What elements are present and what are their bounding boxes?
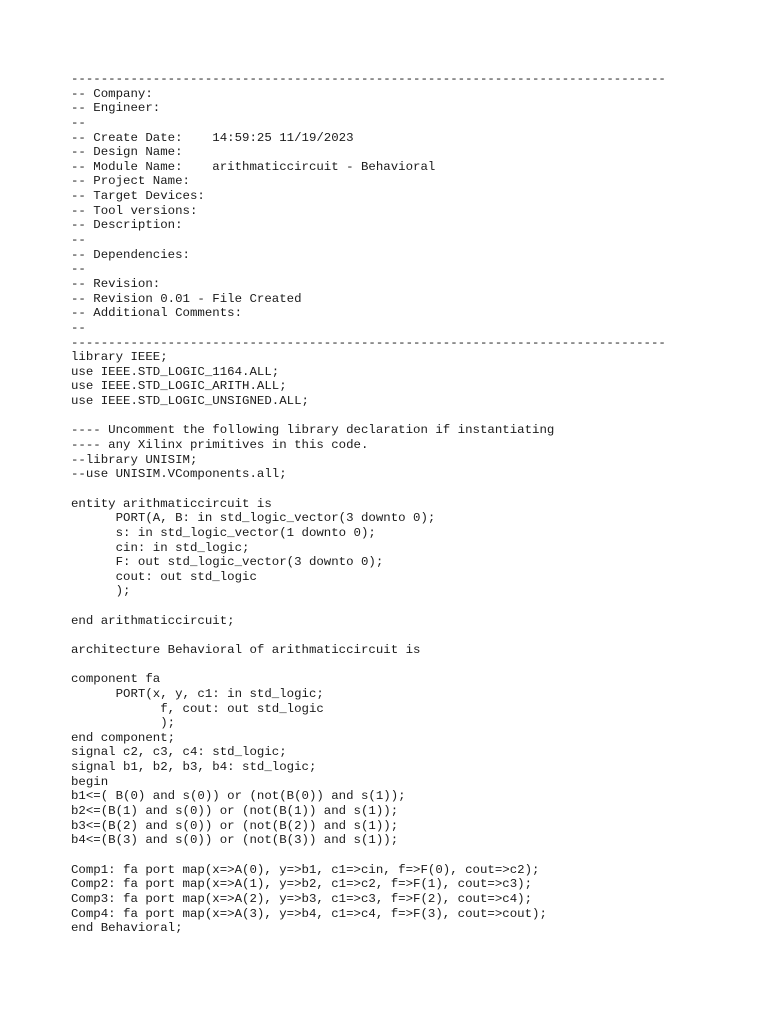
code-line: Comp4: fa port map(x=>A(3), y=>b4, c1=>c4, f=>F(3), cout=>cout);: [71, 906, 547, 921]
code-line: b2<=(B(1) and s(0)) or (not(B(1)) and s(1));: [71, 804, 399, 819]
code-line: --library UNISIM;: [71, 452, 198, 467]
code-line: signal b1, b2, b3, b4: std_logic;: [71, 760, 317, 775]
code-line: signal c2, c3, c4: std_logic;: [71, 745, 287, 760]
code-line: [71, 658, 761, 673]
vhdl-code-document: [71, 72, 761, 936]
code-line: entity arithmaticcircuit is: [71, 496, 272, 511]
code-line: component fa: [71, 672, 161, 687]
code-line: end component;: [71, 730, 176, 745]
code-line: -- Revision:: [71, 276, 161, 291]
code-line: --: [71, 233, 86, 248]
code-line: -- Company:: [71, 86, 153, 101]
code-line: -- Revision 0.01 - File Created: [71, 291, 302, 306]
code-line: cout: out std_logic: [71, 569, 257, 584]
code-line: F: out std_logic_vector(3 downto 0);: [71, 555, 384, 570]
code-line: b4<=(B(3) and s(0)) or (not(B(3)) and s(1));: [71, 833, 399, 848]
code-line: );: [71, 716, 176, 731]
code-line: --: [71, 115, 86, 130]
code-line: PORT(A, B: in std_logic_vector(3 downto 0);: [71, 511, 436, 526]
code-line: --------------------------------------------------------------------------------: [71, 335, 666, 350]
code-line: b3<=(B(2) and s(0)) or (not(B(2)) and s(1));: [71, 818, 399, 833]
code-line: -- Target Devices:: [71, 189, 205, 204]
code-line: begin: [71, 774, 109, 789]
code-line: --: [71, 320, 86, 335]
code-line: ---- any Xilinx primitives in this code.: [71, 438, 369, 453]
code-line: [71, 628, 761, 643]
code-line: -- Engineer:: [71, 101, 161, 116]
code-line: -- Create Date: 14:59:25 11/19/2023: [71, 130, 354, 145]
code-line: -- Module Name: arithmaticcircuit - Behavioral: [71, 159, 436, 174]
code-line: Comp2: fa port map(x=>A(1), y=>b2, c1=>c2, f=>F(1), cout=>c3);: [71, 877, 533, 892]
code-line: use IEEE.STD_LOGIC_1164.ALL;: [71, 364, 280, 379]
code-line: library IEEE;: [71, 350, 168, 365]
code-line: use IEEE.STD_LOGIC_UNSIGNED.ALL;: [71, 394, 309, 409]
code-line: --use UNISIM.VComponents.all;: [71, 467, 287, 482]
code-line: f, cout: out std_logic: [71, 701, 324, 716]
code-line: -- Description:: [71, 218, 183, 233]
code-line: b1<=( B(0) and s(0)) or (not(B(0)) and s(1));: [71, 789, 406, 804]
code-line: end Behavioral;: [71, 921, 183, 936]
code-line: -- Dependencies:: [71, 247, 190, 262]
code-line: -- Tool versions:: [71, 203, 198, 218]
code-line: cin: in std_logic;: [71, 540, 250, 555]
code-line: architecture Behavioral of arithmaticcircuit is: [71, 642, 421, 657]
code-line: --: [71, 262, 86, 277]
code-line: [71, 409, 761, 424]
code-line: );: [71, 584, 131, 599]
code-line: PORT(x, y, c1: in std_logic;: [71, 686, 324, 701]
code-line: ---- Uncomment the following library declaration if instantiating: [71, 423, 555, 438]
code-line: s: in std_logic_vector(1 downto 0);: [71, 525, 376, 540]
code-line: use IEEE.STD_LOGIC_ARITH.ALL;: [71, 379, 287, 394]
code-line: -- Additional Comments:: [71, 306, 243, 321]
code-line: -- Design Name:: [71, 145, 183, 160]
code-line: [71, 848, 761, 863]
code-line: --------------------------------------------------------------------------------: [71, 72, 666, 86]
code-line: end arithmaticcircuit;: [71, 613, 235, 628]
code-line: -- Project Name:: [71, 174, 190, 189]
code-line: [71, 482, 761, 497]
code-line: [71, 599, 761, 614]
code-line: Comp1: fa port map(x=>A(0), y=>b1, c1=>cin, f=>F(0), cout=>c2);: [71, 862, 540, 877]
code-line: Comp3: fa port map(x=>A(2), y=>b3, c1=>c3, f=>F(2), cout=>c4);: [71, 891, 533, 906]
